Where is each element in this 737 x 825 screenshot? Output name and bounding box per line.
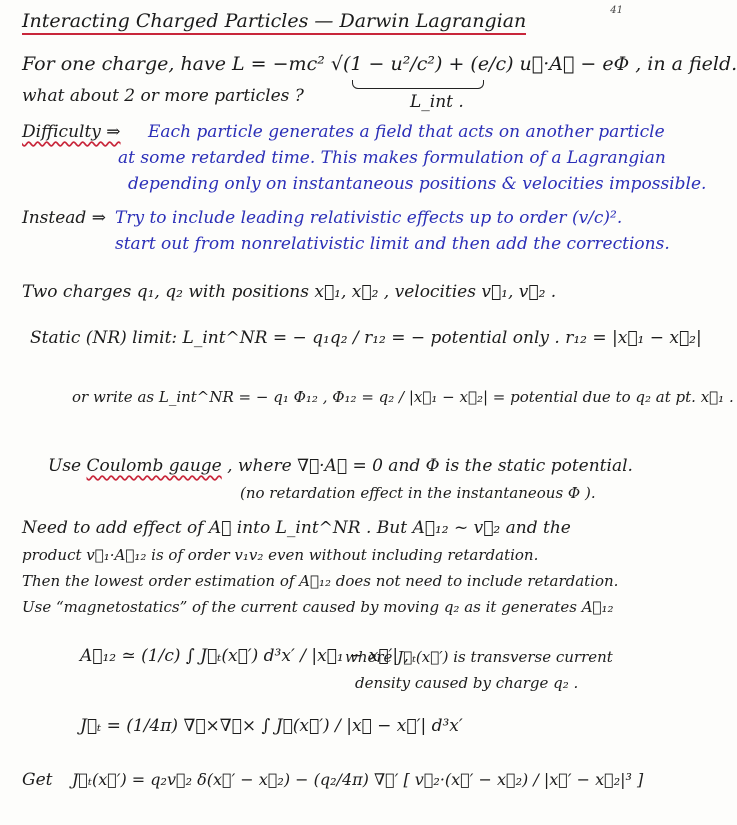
need-line-3: Then the lowest order estimation of A⃗₁₂ does not need to include retardation. bbox=[22, 572, 619, 590]
lint-brace bbox=[352, 80, 484, 89]
difficulty-line-1: Each particle generates a field that acts on another particle bbox=[148, 122, 665, 142]
page-title: Interacting Charged Particles — Darwin Lagrangian bbox=[22, 12, 526, 35]
instead-line-2: start out from nonrelativistic limit and then add the corrections. bbox=[115, 234, 670, 254]
line-more-particles: what about 2 or more particles ? bbox=[22, 86, 304, 106]
difficulty-line-2: at some retarded time. This makes formulation of a Lagrangian bbox=[118, 148, 666, 168]
coulomb-line-2: (no retardation effect in the instantaneous Φ ). bbox=[240, 484, 596, 502]
coulomb-line bbox=[48, 458, 633, 475]
page-number: 41 bbox=[610, 5, 623, 16]
instead-line-1: Try to include leading relativistic effects up to order (v/c)². bbox=[115, 208, 623, 228]
coulomb-use: Use bbox=[48, 456, 82, 476]
static-limit-line: Static (NR) limit: L_int^NR = − q₁q₂ / r₁₂ = − potential only . r₁₂ = |x⃗₁ − x⃗₂| bbox=[30, 328, 702, 348]
coulomb-gauge-term: Coulomb gauge bbox=[86, 456, 222, 476]
where-line-2: density caused by charge q₂ . bbox=[355, 674, 579, 692]
difficulty-label: Difficulty ⇒ bbox=[22, 122, 121, 142]
lint-label: L_int . bbox=[410, 92, 464, 112]
need-line-2: product v⃗₁·A⃗₁₂ is of order v₁v₂ even without including retardation. bbox=[22, 546, 539, 564]
where-line-1: where J⃗ₜ(x⃗′) is transverse current bbox=[345, 648, 613, 666]
instead-label: Instead ⇒ bbox=[22, 208, 106, 228]
need-line-1: Need to add effect of A⃗ into L_int^NR . But A⃗₁₂ ~ v⃗₂ and the bbox=[22, 518, 571, 538]
a12-equation: A⃗₁₂ ≃ (1/c) ∫ J⃗ₜ(x⃗′) d³x′ / |x⃗₁ − x⃗′| , bbox=[80, 646, 409, 666]
get-label: Get bbox=[22, 770, 53, 790]
jt-equation: J⃗ₜ = (1/4π) ∇⃗×∇⃗× ∫ J⃗(x⃗′) / |x⃗ − x⃗′| d³x′ bbox=[80, 716, 463, 736]
line-one-charge: For one charge, have L = −mc² √(1 − u²/c²) + (e/c) u⃗·A⃗ − eΦ , in a field. bbox=[22, 53, 737, 75]
get-equation: J⃗ₜ(x⃗′) = q₂v⃗₂ δ(x⃗′ − x⃗₂) − (q₂/4π) ∇⃗′ [ v⃗₂·(x⃗′ − x⃗₂) / |x⃗′ − x⃗₂|³ ] bbox=[72, 770, 644, 789]
coulomb-rest: , where ∇⃗·A⃗ = 0 and Φ is the static potential. bbox=[227, 456, 633, 476]
write-as-line: or write as L_int^NR = − q₁ Φ₁₂ , Φ₁₂ = q₂ / |x⃗₁ − x⃗₂| = potential due to q₂ at pt. x⃗₁ . bbox=[72, 388, 734, 406]
difficulty-line-3: depending only on instantaneous positions & velocities impossible. bbox=[128, 174, 707, 194]
two-charges-line: Two charges q₁, q₂ with positions x⃗₁, x⃗₂ , velocities v⃗₁, v⃗₂ . bbox=[22, 282, 557, 302]
need-line-4: Use “magnetostatics” of the current caused by moving q₂ as it generates A⃗₁₂ bbox=[22, 598, 614, 616]
